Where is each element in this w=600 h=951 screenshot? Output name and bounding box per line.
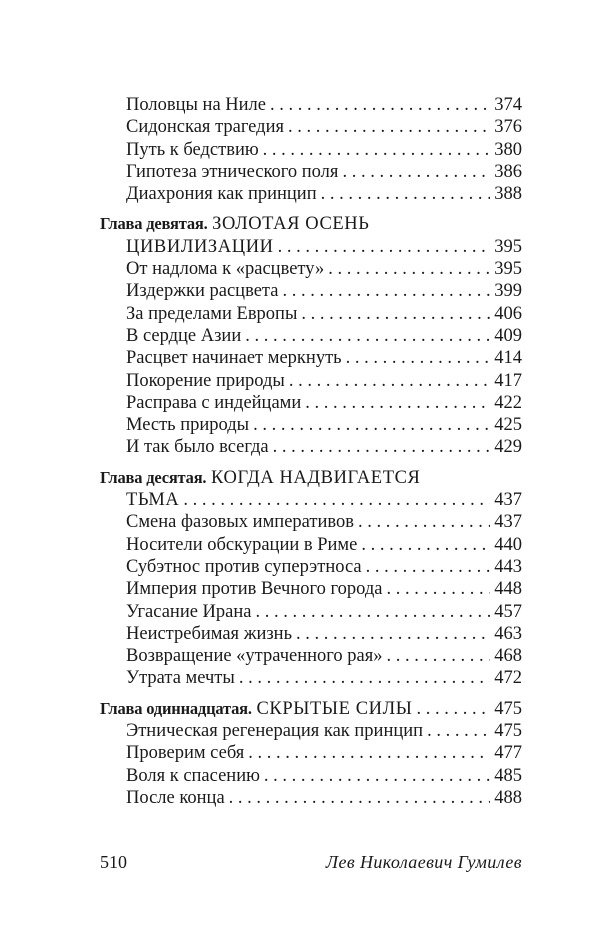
toc-entry-page: 443 <box>494 556 522 577</box>
toc-entry[interactable] <box>100 623 522 645</box>
toc-chapter-10 <box>100 467 522 690</box>
toc-entry-page: 376 <box>494 117 522 138</box>
dot-leader <box>342 161 490 183</box>
dot-leader <box>387 645 490 667</box>
toc-entry-page: 429 <box>494 437 522 458</box>
toc-entry-page: 417 <box>494 370 522 391</box>
chapter-label: Глава десятая. <box>100 467 207 487</box>
toc-entry-page: 440 <box>494 534 522 555</box>
chapter-label: Глава девятая. <box>100 214 208 234</box>
chapter-name-line2: ТЬМА <box>126 490 180 511</box>
toc-entry[interactable] <box>100 94 522 116</box>
chapter-heading-text <box>100 698 412 720</box>
dot-leader <box>273 436 490 458</box>
toc-entry-title: Гипотеза этнического поля <box>126 161 339 182</box>
dot-leader <box>361 534 490 556</box>
dot-leader <box>386 578 490 600</box>
dot-leader <box>256 601 491 623</box>
toc-entry-title: Половцы на Ниле <box>126 95 266 115</box>
chapter-name: КОГДА НАДВИГАЕТСЯ <box>211 467 421 488</box>
dot-leader <box>183 489 490 511</box>
toc-entry[interactable] <box>100 601 522 623</box>
toc-entry[interactable] <box>100 414 522 436</box>
dot-leader <box>270 94 490 116</box>
toc-entry[interactable] <box>100 742 522 764</box>
chapter-page: 395 <box>494 236 522 257</box>
dot-leader <box>346 347 490 369</box>
toc-entry[interactable] <box>100 765 522 787</box>
toc-entry-page: 477 <box>494 743 522 764</box>
toc-entry-title: Месть природы <box>126 415 250 436</box>
page-number: 510 <box>100 852 127 872</box>
toc-entry[interactable] <box>100 258 522 280</box>
toc-entry[interactable] <box>100 787 522 809</box>
toc-entry-title: Носители обскурации в Риме <box>126 534 358 555</box>
chapter-heading-continuation[interactable] <box>100 489 522 511</box>
dot-leader <box>289 370 490 392</box>
toc-intro-section <box>100 94 522 205</box>
dot-leader <box>253 414 490 436</box>
toc-entry[interactable] <box>100 645 522 667</box>
toc-entry-page: 437 <box>494 512 522 533</box>
chapter-name-line2: ЦИВИЛИЗАЦИИ <box>126 236 274 257</box>
dot-leader <box>416 698 490 720</box>
toc-entry-page: 463 <box>494 623 522 644</box>
dot-leader <box>278 236 490 258</box>
toc-entry[interactable] <box>100 370 522 392</box>
dot-leader <box>358 511 490 533</box>
toc-entry-page: 457 <box>494 601 522 622</box>
dot-leader <box>263 139 490 161</box>
toc-entry-page: 422 <box>494 392 522 413</box>
toc-entry[interactable] <box>100 325 522 347</box>
dot-leader <box>288 116 490 138</box>
toc-entry-page: 425 <box>494 415 522 436</box>
toc-entry[interactable] <box>100 436 522 458</box>
dot-leader <box>245 325 490 347</box>
toc-entry[interactable] <box>100 392 522 414</box>
toc-chapter-9 <box>100 213 522 458</box>
chapter-label: Глава одиннадцатая. <box>100 698 252 718</box>
toc-entry-title: Издержки расцвета <box>126 281 279 302</box>
toc-entry-title: Проверим себя <box>126 743 245 764</box>
dot-leader <box>282 280 490 302</box>
toc-entry-title: Этническая регенерация как принцип <box>126 721 424 742</box>
table-of-contents <box>100 94 522 809</box>
toc-entry[interactable] <box>100 116 522 138</box>
page-footer <box>100 851 522 873</box>
dot-leader <box>264 765 490 787</box>
toc-entry-title: Сидонская трагедия <box>126 117 284 138</box>
chapter-heading[interactable] <box>100 467 522 489</box>
toc-entry-title: Диахрония как принцип <box>126 184 317 205</box>
toc-entry-page: 386 <box>494 161 522 182</box>
toc-entry-title: Субэтнос против суперэтноса <box>126 556 362 577</box>
toc-entry[interactable] <box>100 303 522 325</box>
chapter-name: ЗОЛОТАЯ ОСЕНЬ <box>212 214 370 235</box>
toc-entry[interactable] <box>100 534 522 556</box>
chapter-heading[interactable] <box>100 698 522 720</box>
toc-entry-title: После конца <box>126 787 225 808</box>
dot-leader <box>305 392 490 414</box>
toc-entry-title: В сердце Азии <box>126 325 242 346</box>
chapter-heading-continuation[interactable] <box>100 236 522 258</box>
toc-entry-page: 472 <box>494 668 522 689</box>
toc-entry[interactable] <box>100 183 522 205</box>
toc-entry[interactable] <box>100 720 522 742</box>
toc-entry-page: 414 <box>494 348 522 369</box>
toc-entry-title: Путь к бедствию <box>126 139 259 160</box>
chapter-page: 437 <box>494 490 522 511</box>
toc-entry[interactable] <box>100 280 522 302</box>
chapter-page: 475 <box>494 698 522 719</box>
toc-entry-page: 468 <box>494 646 522 667</box>
toc-entry-page: 488 <box>494 787 522 808</box>
toc-entry-title: Расцвет начинает меркнуть <box>126 348 342 369</box>
toc-entry-title: Покорение природы <box>126 370 285 391</box>
toc-entry[interactable] <box>100 511 522 533</box>
toc-entry[interactable] <box>100 347 522 369</box>
chapter-heading[interactable] <box>100 213 522 235</box>
toc-entry-title: Утрата мечты <box>126 668 235 689</box>
toc-entry-page: 448 <box>494 579 522 600</box>
toc-entry-title: Смена фазовых императивов <box>126 512 354 533</box>
toc-entry-page: 388 <box>494 184 522 205</box>
dot-leader <box>321 183 490 205</box>
toc-entry-title: И так было всегда <box>126 437 269 458</box>
toc-entry-title: Расправа с индейцами <box>126 392 302 413</box>
dot-leader <box>229 787 490 809</box>
dot-leader <box>296 623 490 645</box>
toc-entry-page: 475 <box>494 721 522 742</box>
toc-entry-title: Неистребимая жизнь <box>126 623 293 644</box>
toc-entry[interactable] <box>100 667 522 689</box>
toc-entry[interactable] <box>100 161 522 183</box>
dot-leader <box>239 667 490 689</box>
dot-leader <box>248 742 490 764</box>
toc-entry-page: 395 <box>494 259 522 280</box>
toc-entry[interactable] <box>100 556 522 578</box>
chapter-name: СКРЫТЫЕ СИЛЫ <box>256 698 413 719</box>
toc-entry-title: Воля к спасению <box>126 765 260 786</box>
toc-entry-page: 406 <box>494 303 522 324</box>
toc-entry-title: Угасание Ирана <box>126 601 252 622</box>
toc-entry-title: Возвращение «утраченного рая» <box>126 646 383 667</box>
toc-entry-page: 374 <box>494 95 522 115</box>
toc-entry-page: 409 <box>494 325 522 346</box>
running-footer-author: Лев Николаевич Гумилев <box>325 852 522 872</box>
toc-entry[interactable] <box>100 139 522 161</box>
toc-entry-page: 485 <box>494 765 522 786</box>
toc-entry-title: Империя против Вечного города <box>126 579 383 600</box>
toc-entry-page: 399 <box>494 281 522 302</box>
dot-leader <box>366 556 490 578</box>
dot-leader <box>328 258 490 280</box>
toc-entry-title: За пределами Европы <box>126 303 298 324</box>
dot-leader <box>301 303 490 325</box>
toc-entry[interactable] <box>100 578 522 600</box>
dot-leader <box>427 720 490 742</box>
toc-chapter-11 <box>100 698 522 809</box>
toc-entry-title: От надлома к «расцвету» <box>126 259 325 280</box>
toc-entry-page: 380 <box>494 139 522 160</box>
